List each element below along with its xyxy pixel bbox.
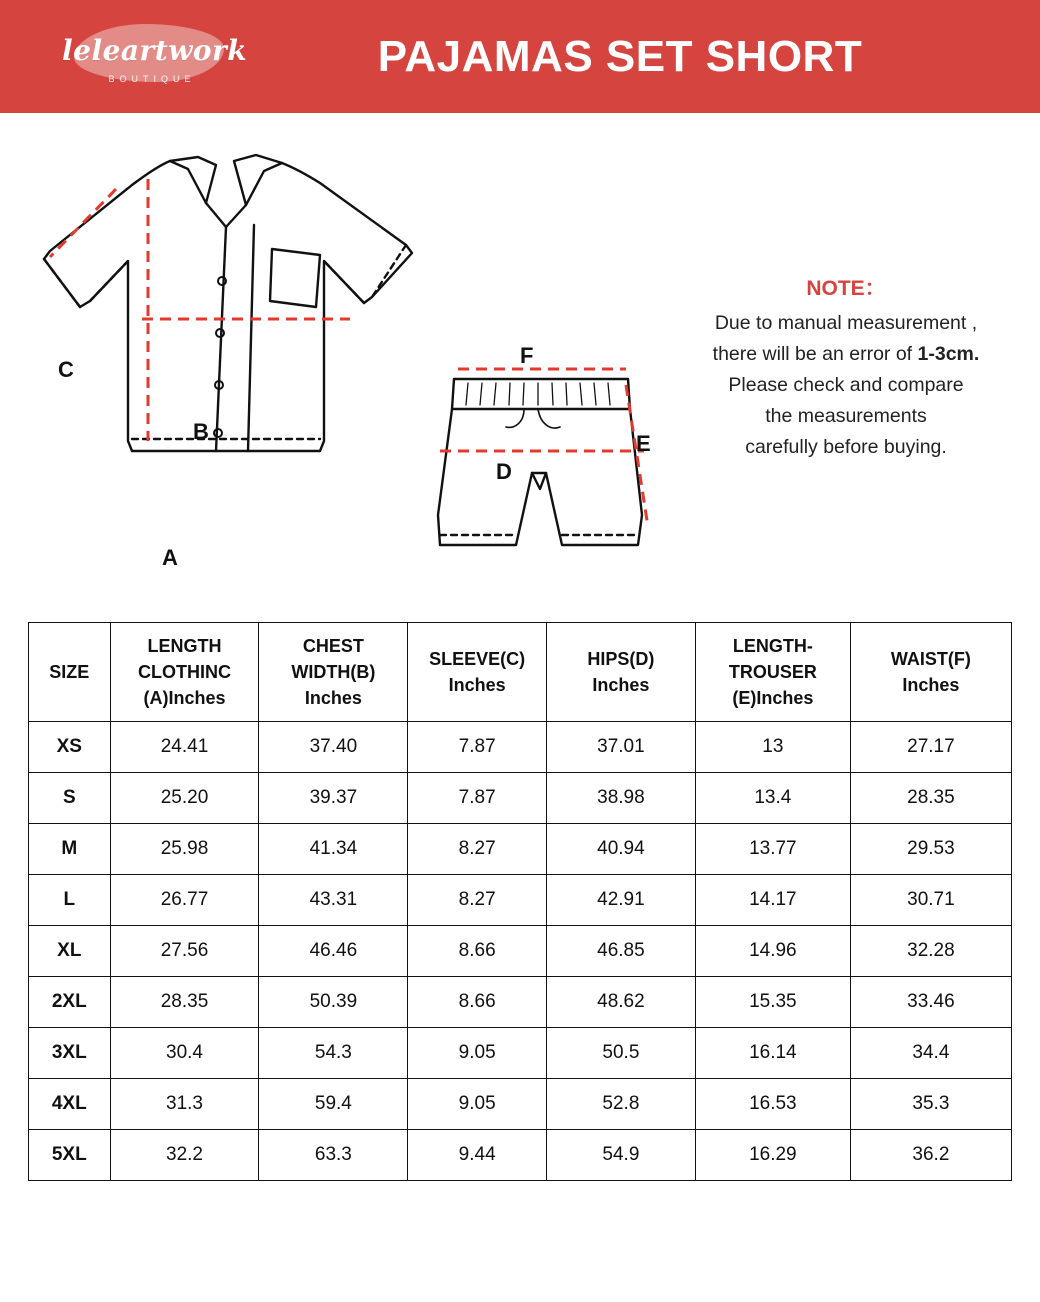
- logo-subtitle: BOUTIQUE: [108, 74, 196, 84]
- cell-length: 32.2: [110, 1130, 259, 1181]
- cell-hips: 52.8: [546, 1079, 695, 1130]
- cell-trouser: 13.77: [695, 824, 850, 875]
- note-line-2-pre: there will be an error of: [712, 343, 918, 365]
- table-header-row: [29, 623, 1012, 722]
- cell-size: XS: [29, 722, 111, 773]
- cell-sleeve: 7.87: [408, 722, 547, 773]
- table-row: [29, 977, 1012, 1028]
- cell-chest: 63.3: [259, 1130, 408, 1181]
- table-row: [29, 1028, 1012, 1079]
- cell-length: 25.98: [110, 824, 259, 875]
- cell-trouser: 13: [695, 722, 850, 773]
- table-row: [29, 1130, 1012, 1181]
- cell-hips: 42.91: [546, 875, 695, 926]
- col-header-waist: WAIST(F) Inches: [850, 623, 1011, 722]
- cell-size: L: [29, 875, 111, 926]
- note-line-5: carefully before buying.: [745, 436, 947, 458]
- label-b: B: [193, 419, 209, 444]
- label-c: C: [58, 357, 74, 382]
- cell-size: 4XL: [29, 1079, 111, 1130]
- cell-waist: 35.3: [850, 1079, 1011, 1130]
- pajama-shorts-illustration: [412, 353, 672, 583]
- label-d: D: [496, 459, 512, 484]
- brand-logo: [62, 18, 248, 98]
- cell-chest: 37.40: [259, 722, 408, 773]
- cell-size: 2XL: [29, 977, 111, 1028]
- cell-length: 28.35: [110, 977, 259, 1028]
- cell-sleeve: 9.05: [408, 1028, 547, 1079]
- note-title: NOTE：: [806, 277, 886, 300]
- label-e: E: [636, 431, 651, 456]
- cell-hips: 46.85: [546, 926, 695, 977]
- page-title: PAJAMAS SET SHORT: [377, 32, 863, 81]
- note-line-1: Due to manual measurement ,: [714, 312, 978, 334]
- cell-size: XL: [29, 926, 111, 977]
- size-chart-table: [28, 622, 1012, 1181]
- cell-length: 31.3: [110, 1079, 259, 1130]
- label-a: A: [162, 545, 178, 570]
- cell-sleeve: 8.27: [408, 824, 547, 875]
- cell-chest: 59.4: [259, 1079, 408, 1130]
- measurement-diagram: [0, 113, 1040, 613]
- note-line-3: Please check and compare: [728, 374, 964, 396]
- cell-chest: 39.37: [259, 773, 408, 824]
- col-header-hips: HIPS(D) Inches: [546, 623, 695, 722]
- table-row: [29, 875, 1012, 926]
- table-row: [29, 926, 1012, 977]
- table-body: [29, 722, 1012, 1181]
- cell-length: 25.20: [110, 773, 259, 824]
- cell-chest: 43.31: [259, 875, 408, 926]
- label-f: F: [520, 343, 534, 368]
- size-chart-section: [28, 622, 1012, 1181]
- cell-size: 3XL: [29, 1028, 111, 1079]
- note-tolerance: 1-3cm.: [917, 343, 980, 365]
- cell-waist: 27.17: [850, 722, 1011, 773]
- cell-hips: 50.5: [546, 1028, 695, 1079]
- col-header-sleeve: SLEEVE(C) Inches: [408, 623, 547, 722]
- cell-chest: 54.3: [259, 1028, 408, 1079]
- cell-trouser: 13.4: [695, 773, 850, 824]
- table-row: [29, 1079, 1012, 1130]
- cell-chest: 50.39: [259, 977, 408, 1028]
- cell-hips: 37.01: [546, 722, 695, 773]
- cell-sleeve: 8.66: [408, 926, 547, 977]
- cell-sleeve: 7.87: [408, 773, 547, 824]
- table-row: [29, 773, 1012, 824]
- cell-size: M: [29, 824, 111, 875]
- note-line-4: the measurements: [765, 405, 927, 427]
- pajama-shirt-illustration: [20, 141, 440, 541]
- col-header-length: LENGTH CLOTHINC (A)Inches: [110, 623, 259, 722]
- cell-trouser: 14.96: [695, 926, 850, 977]
- cell-sleeve: 8.66: [408, 977, 547, 1028]
- cell-trouser: 16.29: [695, 1130, 850, 1181]
- cell-chest: 41.34: [259, 824, 408, 875]
- cell-hips: 48.62: [546, 977, 695, 1028]
- col-header-size: SIZE: [29, 623, 111, 722]
- cell-hips: 38.98: [546, 773, 695, 824]
- col-header-chest: CHEST WIDTH(B) Inches: [259, 623, 408, 722]
- cell-waist: 30.71: [850, 875, 1011, 926]
- page-header: [0, 0, 1040, 113]
- cell-trouser: 14.17: [695, 875, 850, 926]
- table-row: [29, 722, 1012, 773]
- measurement-note: [676, 273, 1016, 463]
- cell-length: 24.41: [110, 722, 259, 773]
- cell-trouser: 15.35: [695, 977, 850, 1028]
- cell-size: S: [29, 773, 111, 824]
- cell-length: 30.4: [110, 1028, 259, 1079]
- cell-waist: 33.46: [850, 977, 1011, 1028]
- cell-trouser: 16.14: [695, 1028, 850, 1079]
- cell-chest: 46.46: [259, 926, 408, 977]
- cell-sleeve: 9.05: [408, 1079, 547, 1130]
- cell-waist: 36.2: [850, 1130, 1011, 1181]
- cell-sleeve: 8.27: [408, 875, 547, 926]
- cell-waist: 28.35: [850, 773, 1011, 824]
- cell-trouser: 16.53: [695, 1079, 850, 1130]
- cell-waist: 32.28: [850, 926, 1011, 977]
- cell-length: 27.56: [110, 926, 259, 977]
- cell-hips: 54.9: [546, 1130, 695, 1181]
- col-header-trouser-length: LENGTH- TROUSER (E)Inches: [695, 623, 850, 722]
- cell-hips: 40.94: [546, 824, 695, 875]
- cell-waist: 29.53: [850, 824, 1011, 875]
- cell-sleeve: 9.44: [408, 1130, 547, 1181]
- table-row: [29, 824, 1012, 875]
- cell-waist: 34.4: [850, 1028, 1011, 1079]
- cell-size: 5XL: [29, 1130, 111, 1181]
- logo-wordmark: leleartwork: [62, 34, 248, 67]
- cell-length: 26.77: [110, 875, 259, 926]
